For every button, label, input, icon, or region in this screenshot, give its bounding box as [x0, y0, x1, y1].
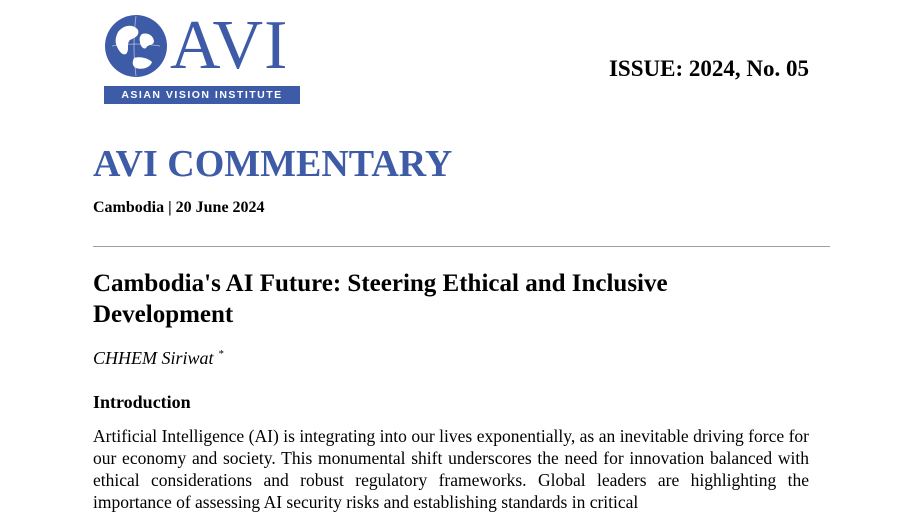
author-name: CHHEM Siriwat: [93, 348, 214, 368]
author-line: [93, 348, 224, 369]
body-paragraph: Artificial Intelligence (AI) is integrating into our lives exponentially, as an inevitable driving force for our economy and society. This monumental shift underscores the need for innovation balanced with ethical considerations and robust regulatory frameworks. Global leaders are highlighting the importance of assessing AI security risks and establishing standards in critical: [93, 426, 809, 512]
author-footnote-mark[interactable]: *: [218, 348, 224, 360]
logo-tagline: ASIAN VISION INSTITUTE: [104, 86, 300, 104]
dateline: Cambodia | 20 June 2024: [93, 199, 265, 216]
globe-icon: [104, 14, 168, 78]
series-title: AVI COMMENTARY: [93, 143, 453, 185]
article-title: Cambodia's AI Future: Steering Ethical and Inclusive Development: [93, 270, 668, 328]
logo-wordmark: AVI: [170, 7, 289, 84]
issue-number: ISSUE: 2024, No. 05: [608, 56, 809, 81]
section-heading: Introduction: [93, 392, 191, 412]
avi-logo: [104, 7, 302, 104]
divider: [93, 246, 830, 247]
